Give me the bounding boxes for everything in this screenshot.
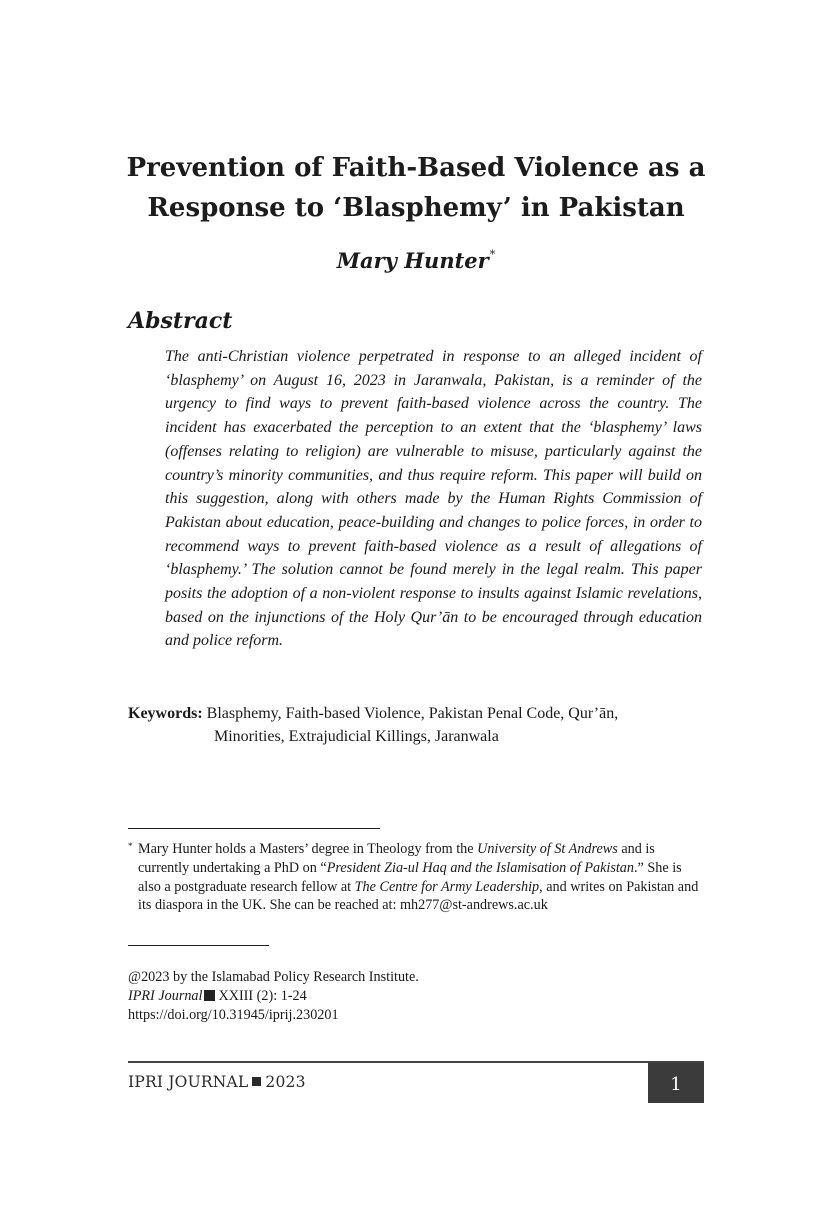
abstract-heading: Abstract xyxy=(128,308,233,334)
footnote-centre: The Centre for Army Leadership, xyxy=(354,878,543,895)
author-footnote-mark[interactable]: * xyxy=(489,248,496,261)
square-bullet-icon xyxy=(204,990,215,1001)
keywords-section xyxy=(128,702,728,748)
article-title xyxy=(100,148,732,228)
footnote-text-3: .” She is also a postgraduate research fellow at xyxy=(138,859,682,895)
keywords-label: Keywords: xyxy=(128,705,203,722)
citation-block xyxy=(128,968,628,1025)
journal-name: IPRI Journal xyxy=(128,988,203,1004)
citation-separator xyxy=(128,945,269,946)
square-bullet-icon xyxy=(252,1077,261,1086)
abstract-text: The anti-Christian violence perpetrated in response to an alleged incident of ‘blasphemy’ on August 16, 2023 in Jaranwala, Pakistan, is a reminder of the urgency to find ways to prevent faith-based violence across the country. The incident has exacerbated the perception to an extent that the ‘blasphemy’ laws (offenses relating to religion) are vulnerable to misuse, particularly against the country’s minority communities, and thus require reform. This paper will build on this suggestion, along with others made by the Human Rights Commission of Pakistan about education, peace-building and changes to police forces, in order to recommend ways to prevent faith-based violence as a result of allegations of ‘blasphemy.’ The solution cannot be found merely in the legal realm. This paper posits the adoption of a non-violent response to insults against Islamic revelations, based on the injunctions of the Holy Qur’ān to be encouraged through education and police reform. xyxy=(165,348,702,650)
author-name xyxy=(100,240,732,276)
journal-volume: XXIII (2): 1-24 xyxy=(218,988,307,1004)
keywords-line-1: Blasphemy, Faith-based Violence, Pakistan Penal Code, Qur’ān, xyxy=(206,705,619,722)
article-title-line-2: Response to ‘Blasphemy’ in Pakistan xyxy=(147,193,685,223)
footnote-university: University of St Andrews xyxy=(477,841,618,857)
footnote-text-4[interactable]: and writes on Pakistan and its diaspora in the UK. She can be reached at: mh277@st-andrews.ac.uk xyxy=(138,878,699,914)
footnote-text-1: Mary Hunter holds a Masters’ degree in Theology from the xyxy=(138,841,478,857)
footer-rule xyxy=(128,1061,704,1063)
article-title-line-1: Prevention of Faith-Based Violence as a xyxy=(126,153,706,183)
footer-journal-name: IPRI JOURNAL xyxy=(128,1073,249,1091)
journal-reference xyxy=(128,987,628,1006)
author-footnote xyxy=(128,840,706,915)
footer-year: 2023 xyxy=(265,1073,306,1091)
copyright-notice: @2023 by the Islamabad Policy Research Institute. xyxy=(128,969,419,985)
doi-link[interactable]: https://doi.org/10.31945/iprij.230201 xyxy=(128,1007,339,1023)
footnote-text-2: and is currently undertaking a PhD on “ xyxy=(138,841,655,876)
footnote-mark: * xyxy=(128,841,133,851)
running-footer xyxy=(128,1070,306,1094)
keywords-line-2: Minorities, Extrajudicial Killings, Jaranwala xyxy=(214,728,499,745)
footnote-thesis-title: President Zia-ul Haq and the Islamisation of Pakistan xyxy=(326,859,634,876)
author-name-text: Mary Hunter xyxy=(336,248,489,273)
footnote-separator xyxy=(128,828,380,829)
page-number: 1 xyxy=(648,1063,704,1103)
